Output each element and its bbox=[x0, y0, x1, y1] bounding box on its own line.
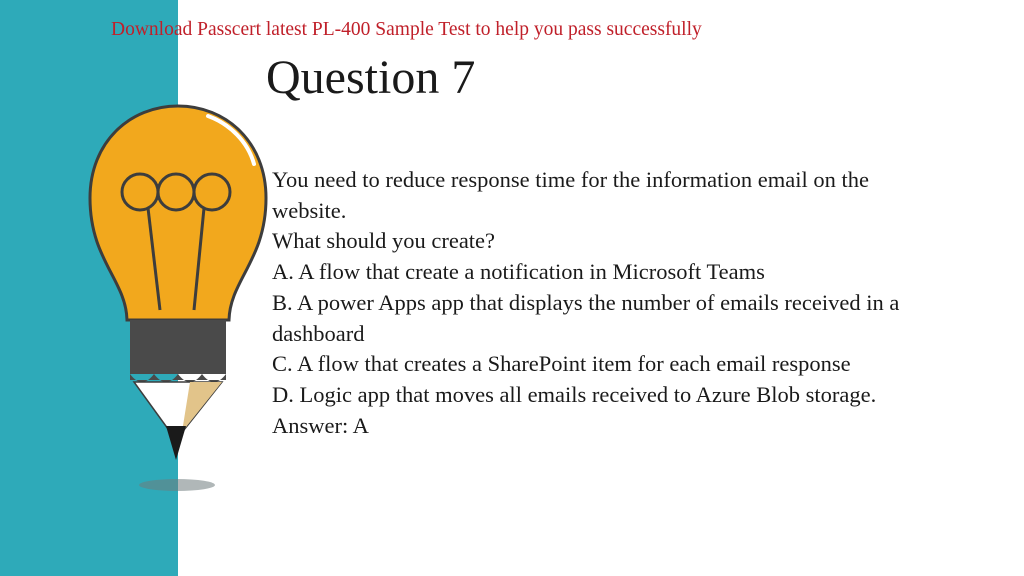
option-d: D. Logic app that moves all emails received to Azure Blob storage. bbox=[272, 381, 877, 407]
option-a: A. A flow that create a notification in Microsoft Teams bbox=[272, 259, 765, 285]
option-c: C. A flow that creates a SharePoint item for each email response bbox=[272, 351, 851, 377]
lightbulb-pencil-icon bbox=[82, 100, 282, 500]
download-banner: Download Passcert latest PL-400 Sample Test to help you pass successfully bbox=[111, 19, 702, 40]
question-text-line: website. bbox=[272, 197, 347, 223]
question-prompt: What should you create? bbox=[272, 228, 496, 254]
question-text-line: You need to reduce response time for the information email on the bbox=[272, 167, 869, 192]
question-body bbox=[272, 165, 992, 441]
option-b-continued: dashboard bbox=[272, 320, 365, 346]
answer-line: Answer: A bbox=[272, 412, 369, 438]
option-b: B. A power Apps app that displays the number of emails received in a bbox=[272, 289, 900, 315]
question-title: Question 7 bbox=[266, 51, 476, 104]
